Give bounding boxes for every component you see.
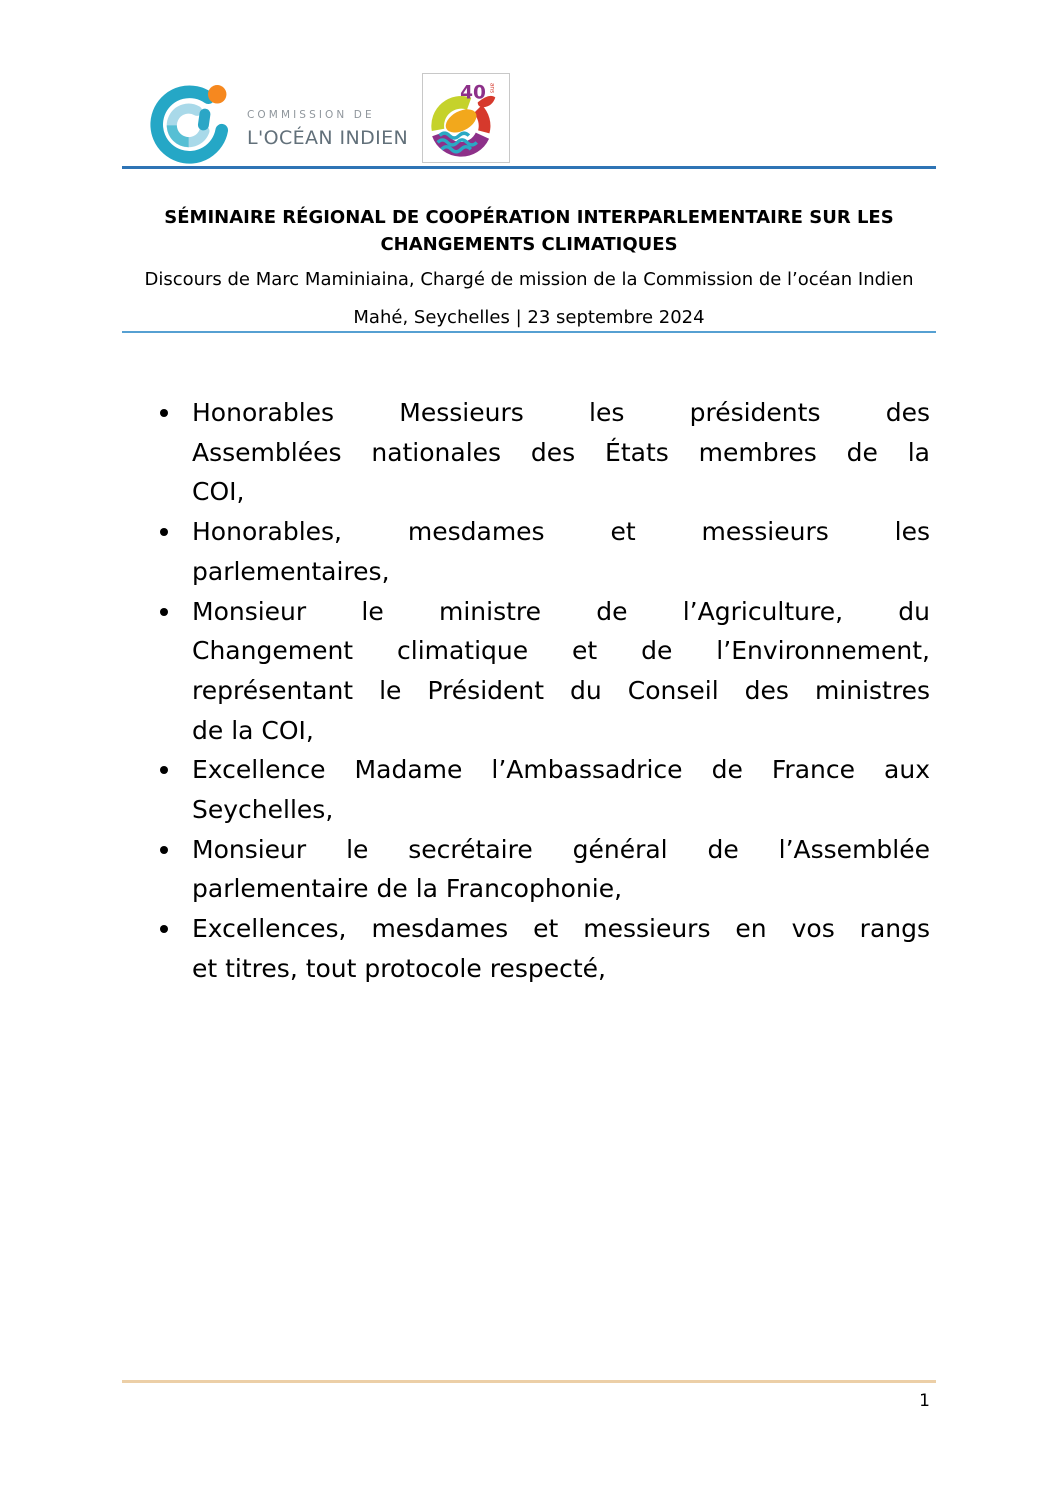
page-number: 1 xyxy=(919,1391,930,1411)
footer-rule xyxy=(122,1380,936,1383)
bullet-line: Honorables Messieurs les présidents des xyxy=(192,398,930,427)
title-block xyxy=(122,204,936,329)
header xyxy=(150,0,936,164)
coi-wordmark xyxy=(247,95,408,149)
coi-swirl-icon xyxy=(150,80,234,164)
bullet-line: Excellence Madame l’Ambassadrice de France aux xyxy=(192,755,930,785)
page-title-line2: CHANGEMENTS CLIMATIQUES xyxy=(380,234,678,255)
document-subtitle: Discours de Marc Maminiaina, Chargé de mission de la Commission de l’océan Indien xyxy=(144,269,914,290)
anniversary-number: 40 xyxy=(460,82,487,104)
list-item xyxy=(155,830,930,909)
coi-wordmark-line2: L'OCÉAN INDIEN xyxy=(247,127,409,149)
bullet-line: parlementaires, xyxy=(192,556,390,586)
page-title xyxy=(122,204,936,258)
anniversary-suffix: ans xyxy=(488,82,495,94)
bullet-line: de la COI, xyxy=(192,715,314,745)
bullet-line: représentant le Président du Conseil des ministres xyxy=(192,675,930,705)
bullet-line: Excellences, mesdames et messieurs en vos rangs xyxy=(192,914,930,944)
coi-logo xyxy=(150,80,408,164)
list-item xyxy=(155,512,930,591)
page-content xyxy=(122,0,936,989)
footer xyxy=(122,1380,936,1411)
anniversary-40-icon xyxy=(424,75,508,161)
bullet-line: Honorables, mesdames et messieurs les xyxy=(192,517,930,547)
salutation-list xyxy=(155,393,930,989)
list-item xyxy=(155,393,930,512)
header-rule xyxy=(122,166,936,169)
bullet-line: Monsieur le secrétaire général de l’Assemblée xyxy=(192,834,930,864)
bullet-line: COI, xyxy=(192,477,245,507)
list-item xyxy=(155,750,930,829)
page-title-line1: SÉMINAIRE RÉGIONAL DE COOPÉRATION INTERPARLEMENTAIRE SUR LES xyxy=(164,207,894,228)
bullet-line: et titres, tout protocole respecté, xyxy=(192,953,606,983)
coi-wordmark-line1: COMMISSION DE xyxy=(247,109,375,121)
bullet-line: parlementaire de la Francophonie, xyxy=(192,874,623,904)
bullet-line: Assemblées nationales des États membres de la xyxy=(192,437,930,467)
subtitle-rule xyxy=(122,331,936,333)
bullet-line: Monsieur le ministre de l’Agriculture, du xyxy=(192,596,930,626)
document-dateline: Mahé, Seychelles | 23 septembre 2024 xyxy=(353,307,705,328)
bullet-line: Changement climatique et de l’Environnement, xyxy=(192,636,930,666)
anniversary-40-logo xyxy=(422,73,510,163)
bullet-line: Seychelles, xyxy=(192,795,334,825)
list-item xyxy=(155,592,930,751)
list-item xyxy=(155,909,930,988)
